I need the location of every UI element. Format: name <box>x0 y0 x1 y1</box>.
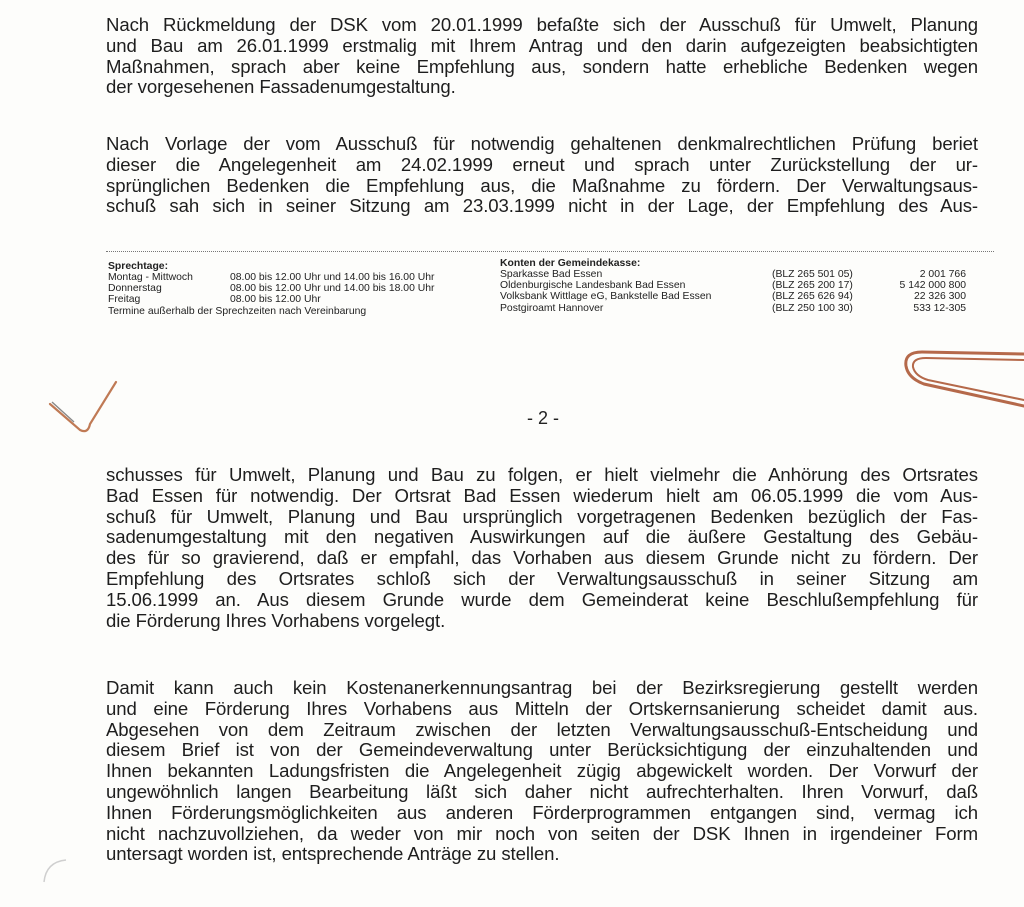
office-hours-day: Donnerstag <box>108 283 162 295</box>
top-paragraph-1 <box>106 15 978 98</box>
text-line: nicht nachzuvollziehen, da weder von mir noch von seiten der DSK Ihnen in irgendeiner Form <box>106 822 978 844</box>
office-hours-note: Termine außerhalb der Sprechzeiten nach Vereinbarung <box>108 305 367 317</box>
bank-account-number: 2 001 766 <box>919 269 966 281</box>
text-line: diesem Brief ist von der Gemeindeverwaltung unter Berücksichtigung der einzuhaltenden und <box>106 739 978 761</box>
bank-account-number: 5 142 000 800 <box>899 280 966 292</box>
text-line: dieser die Angelegenheit am 24.02.1999 erneut und sprach unter Zurückstellung der ur- <box>106 153 978 175</box>
bank-account-number: 22 326 300 <box>913 291 966 303</box>
bank-blz: (BLZ 250 100 30) <box>772 302 853 314</box>
footer-divider <box>106 251 994 252</box>
bottom-paragraph-1 <box>106 465 978 631</box>
bank-account-row <box>500 269 966 280</box>
office-hours-title: Sprechtage: <box>108 261 169 272</box>
bank-accounts-title: Konten der Gemeindekasse: <box>500 258 641 269</box>
bottom-paragraph-2 <box>106 678 978 865</box>
text-line: des für so gravierend, daß er empfahl, das Vorhaben aus diesem Grunde nicht zu fördern. Der <box>106 547 978 569</box>
check-mark-icon <box>44 376 124 436</box>
text-line: Bad Essen für notwendig. Der Ortsrat Bad Essen wiederum hielt am 06.05.1999 die vom Aus- <box>106 484 978 506</box>
text-line: Maßnahmen, sprach aber keine Empfehlung aus, sondern hatte erhebliche Bedenken wegen <box>106 55 978 77</box>
text-line: und eine Förderung Ihres Vorhabens aus Mitteln der Ortskernsanierung scheidet damit aus. <box>106 697 978 719</box>
bank-blz: (BLZ 265 501 05) <box>772 269 853 281</box>
office-hours-time: 08.00 bis 12.00 Uhr und 14.00 bis 18.00 Uhr <box>230 283 435 295</box>
office-hours-time: 08.00 bis 12.00 Uhr und 14.00 bis 16.00 Uhr <box>230 272 435 284</box>
bank-accounts-table <box>500 269 966 313</box>
office-hours-row <box>108 283 435 294</box>
text-line: Nach Rückmeldung der DSK vom 20.01.1999 befaßte sich der Ausschuß für Umwelt, Planung <box>106 14 978 35</box>
bank-name: Sparkasse Bad Essen <box>500 269 603 281</box>
text-line: ungewöhnlich langen Bearbeitung läßt sich daher nicht aufrechterhalten. Ihren Vorwurf, daß <box>106 780 978 802</box>
text-line: Damit kann auch kein Kostenanerkennungsantrag bei der Bezirksregierung gestellt werden <box>106 677 978 698</box>
text-line: und Bau am 26.01.1999 erstmalig mit Ihrem Antrag und den darin aufgezeigten beabsichtigten <box>106 34 978 56</box>
text-line: untersagt worden ist, entsprechende Anträge zu stellen. <box>106 843 560 865</box>
bank-account-row <box>500 303 966 314</box>
bank-name: Volksbank Wittlage eG, Bankstelle Bad Essen <box>500 291 712 303</box>
text-line: Empfehlung des Ortsrates schloß sich der Verwaltungsausschuß in seiner Sitzung am <box>106 567 978 589</box>
bank-name: Oldenburgische Landesbank Bad Essen <box>500 280 686 292</box>
text-line: Ihnen bekannten Ladungsfristen die Angelegenheit zügig abgewickelt worden. Der Vorwurf der <box>106 760 978 782</box>
bank-account-row <box>500 291 966 302</box>
bank-account-row <box>500 280 966 291</box>
text-line: sadenumgestaltung mit den negativen Auswirkungen auf die äußere Gestaltung des Gebäu- <box>106 526 978 548</box>
paperclip-icon <box>900 348 1024 408</box>
office-hours-block <box>108 261 435 317</box>
office-hours-day: Freitag <box>108 294 141 306</box>
bank-blz: (BLZ 265 626 94) <box>772 291 853 303</box>
text-line: Nach Vorlage der vom Ausschuß für notwendig gehaltenen denkmalrechtlichen Prüfung beriet <box>106 133 978 154</box>
office-hours-day: Montag - Mittwoch <box>108 272 193 284</box>
text-line: 15.06.1999 an. Aus diesem Grunde wurde dem Gemeinderat keine Beschlußempfehlung für <box>106 588 978 610</box>
text-line: die Förderung Ihres Vorhabens vorgelegt. <box>106 609 446 631</box>
text-line: schusses für Umwelt, Planung und Bau zu folgen, er hielt vielmehr die Anhörung des Ortsrates <box>106 464 978 485</box>
bank-blz: (BLZ 265 200 17) <box>772 280 853 292</box>
text-line: schuß für Umwelt, Planung und Bau ursprünglich vorgetragenen Bedenken bezüglich der Fas- <box>106 505 978 527</box>
text-line: schuß sah sich in seiner Sitzung am 23.03.1999 nicht in der Lage, der Empfehlung des Aus- <box>106 195 978 217</box>
text-line: sprünglichen Bedenken die Empfehlung aus, die Maßnahme zu fördern. Der Verwaltungsaus- <box>106 174 978 196</box>
office-hours-time: 08.00 bis 12.00 Uhr <box>230 294 321 306</box>
bank-accounts-block <box>500 258 966 314</box>
text-line: der vorgesehenen Fassadenumgestaltung. <box>106 76 456 98</box>
page-number: - 2 - <box>527 408 560 428</box>
bank-account-number: 533 12-305 <box>913 302 966 314</box>
punch-hole-mark-icon <box>38 856 68 886</box>
text-line: Ihnen Förderungsmöglichkeiten aus anderen Förderprogrammen entgangen sind, vermag ich <box>106 801 978 823</box>
office-hours-row <box>108 294 435 305</box>
text-line: Abgesehen von dem Zeitraum zwischen der letzten Verwaltungsausschuß-Entscheidung und <box>106 718 978 740</box>
top-paragraph-2 <box>106 134 978 217</box>
bank-name: Postgiroamt Hannover <box>500 302 604 314</box>
office-hours-table <box>108 272 435 305</box>
office-hours-row <box>108 272 435 283</box>
